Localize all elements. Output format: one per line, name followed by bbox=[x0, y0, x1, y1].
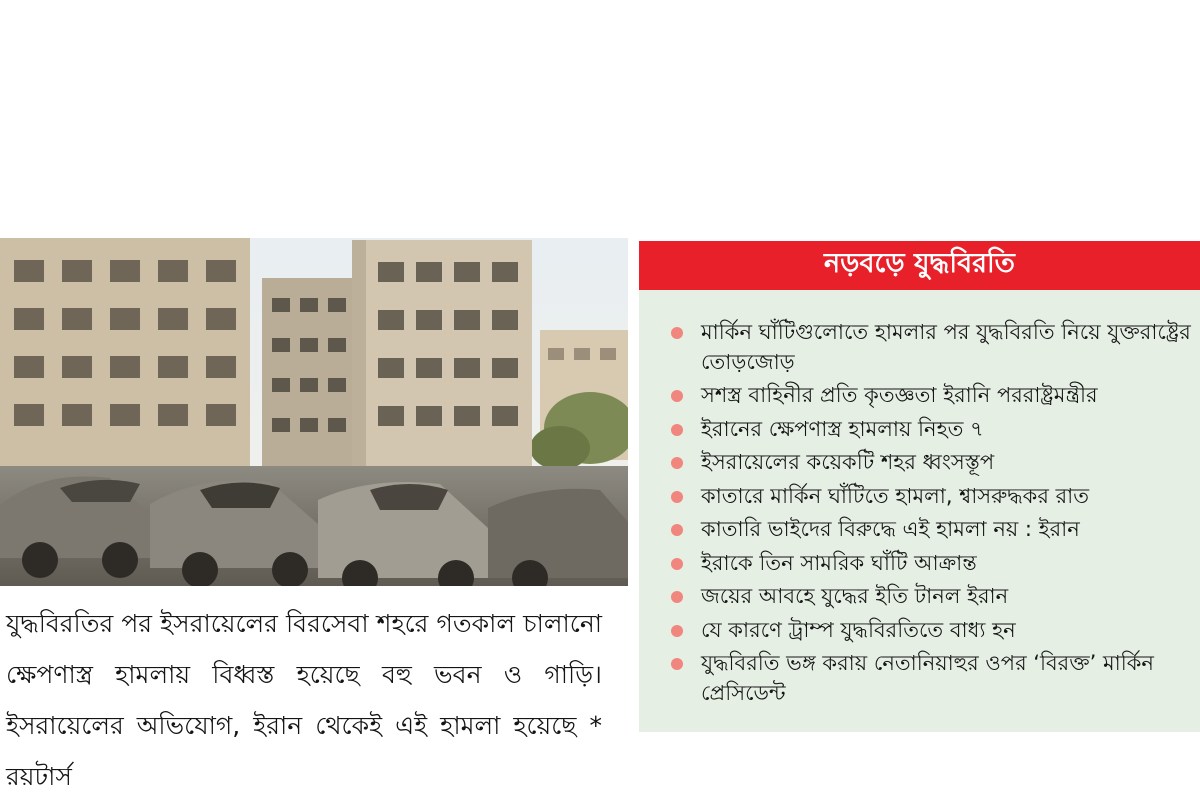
headline-item-label: কাতারে মার্কিন ঘাঁটিতে হামলা, শ্বাসরুদ্ধকর রাত bbox=[701, 483, 1089, 508]
headline-item[interactable] bbox=[639, 649, 1200, 708]
bullet-dot-icon bbox=[671, 558, 683, 570]
headline-item[interactable] bbox=[639, 448, 1200, 478]
headline-item-label: সশস্ত্র বাহিনীর প্রতি কৃতজ্ঞতা ইরানি পররাষ্ট্রমন্ত্রীর bbox=[701, 383, 1098, 407]
headline-item[interactable] bbox=[639, 549, 1200, 579]
headline-item[interactable] bbox=[639, 616, 1200, 646]
headline-item-label: জয়ের আবহে যুদ্ধের ইতি টানল ইরান bbox=[701, 584, 1009, 608]
bullet-dot-icon bbox=[671, 625, 683, 637]
headline-item-label: কাতারি ভাইদের বিরুদ্ধে এই হামলা নয় : ইরান bbox=[701, 517, 1080, 541]
headlines-box-header bbox=[639, 241, 1200, 290]
bullet-dot-icon bbox=[671, 457, 683, 469]
bullet-dot-icon bbox=[671, 390, 683, 402]
bullet-dot-icon bbox=[671, 424, 683, 436]
headlines-box bbox=[639, 241, 1200, 732]
headline-item-label: যে কারণে ট্রাম্প যুদ্ধবিরতিতে বাধ্য হন bbox=[701, 617, 1016, 642]
headline-item-label: ইরানের ক্ষেপণাস্ত্র হামলায় নিহত ৭ bbox=[701, 416, 984, 441]
photo-caption: যুদ্ধবিরতির পর ইসরায়েলের বিরসেবা শহরে গতকাল চালানো ক্ষেপণাস্ত্র হামলায় বিধ্বস্ত হয়েছে বহু ভবন ও গাড়ি। ইসরায়েলের অভিযোগ, ইরান থেকেই এই হামলা হয়েছে * রয়টার্স bbox=[6, 609, 602, 791]
headline-item[interactable] bbox=[639, 381, 1200, 411]
headline-item[interactable] bbox=[639, 482, 1200, 512]
headline-item[interactable] bbox=[639, 515, 1200, 545]
headlines-box-title: নড়বড়ে যুদ্ধবিরতি bbox=[824, 248, 1015, 279]
headline-item[interactable] bbox=[639, 582, 1200, 612]
headline-item-label: যুদ্ধবিরতি ভঙ্গ করায় নেতানিয়াহুর ওপর ‘বিরক্ত’ মার্কিন প্রেসিডেন্ট bbox=[701, 651, 1154, 705]
headline-item[interactable] bbox=[639, 318, 1200, 377]
bullet-dot-icon bbox=[671, 658, 683, 670]
bullet-dot-icon bbox=[671, 591, 683, 603]
bullet-dot-icon bbox=[671, 524, 683, 536]
headline-list bbox=[639, 290, 1200, 708]
headline-item-label: মার্কিন ঘাঁটিগুলোতে হামলার পর যুদ্ধবিরতি নিয়ে যুক্তরাষ্ট্রের তোড়জোড় bbox=[701, 320, 1191, 374]
headline-item[interactable] bbox=[639, 415, 1200, 445]
bullet-dot-icon bbox=[671, 491, 683, 503]
bullet-dot-icon bbox=[671, 327, 683, 339]
headline-item-label: ইসরায়েলের কয়েকটি শহর ধ্বংসস্তূপ bbox=[701, 450, 995, 474]
headline-item-label: ইরাকে তিন সামরিক ঘাঁটি আক্রান্ত bbox=[701, 550, 977, 575]
destroyed-buildings-photo-icon bbox=[0, 238, 628, 586]
news-photo bbox=[0, 238, 628, 586]
